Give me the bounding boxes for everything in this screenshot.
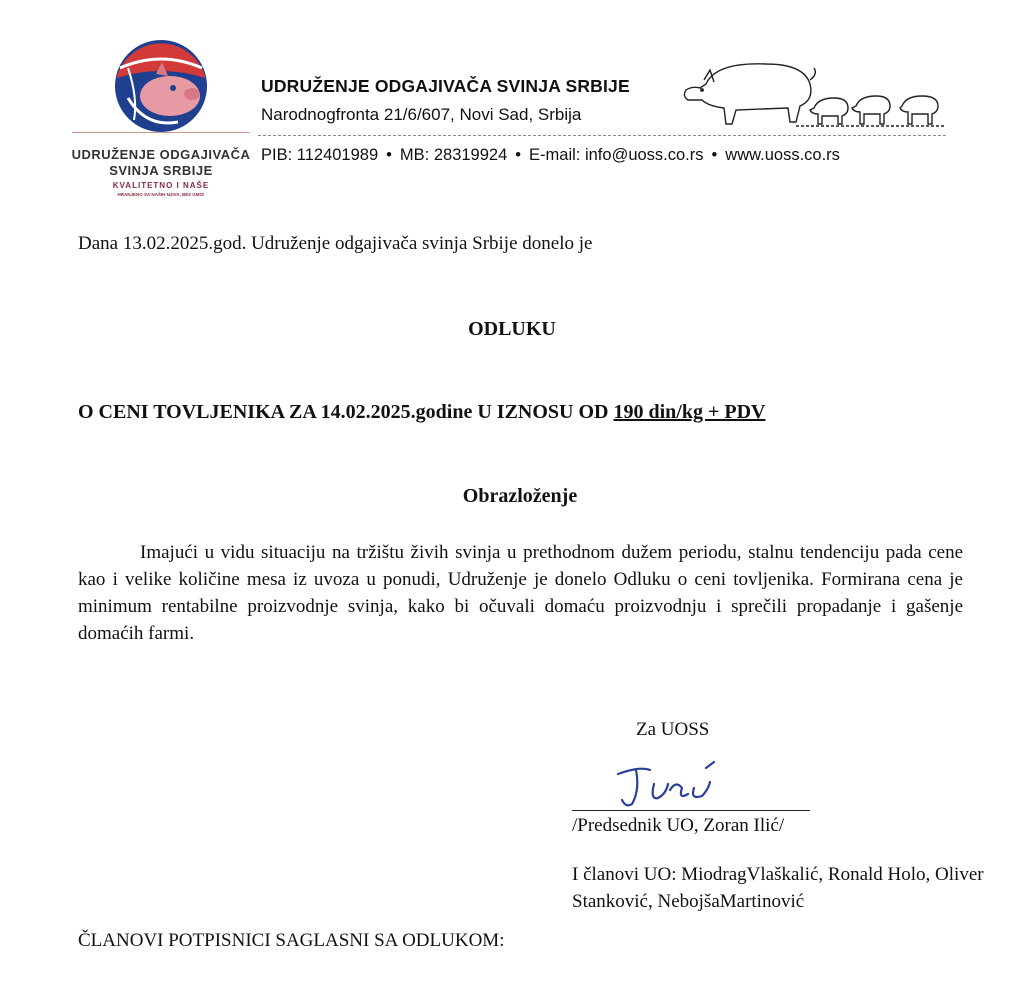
separator-bullet: • <box>711 146 718 164</box>
organization-contacts <box>261 146 840 165</box>
logo-title-line1: UDRUŽENJE ODGAJIVAČA <box>71 147 251 162</box>
intro-sentence: Dana 13.02.2025.god. Udruženje odgajivača svinja Srbije donelo je <box>78 233 593 254</box>
pigs-illustration <box>676 56 952 132</box>
pib-number: PIB: 112401989 <box>261 146 379 164</box>
decision-heading: ODLUKU <box>468 318 556 340</box>
explanation-title: Obrazloženje <box>462 485 578 507</box>
price-value: 190 din/kg + PDV <box>613 401 766 423</box>
signature-line <box>572 810 810 811</box>
logo-tagline: KVALITETNO I NAŠE <box>112 181 210 190</box>
organization-name: UDRUŽENJE ODGAJIVAČA SVINJA SRBIJE <box>261 76 630 96</box>
mb-number: MB: 28319924 <box>399 146 508 164</box>
signatories-heading: ČLANOVI POTPISNICI SAGLASNI SA ODLUKOM: <box>78 930 505 951</box>
subject-text: O CENI TOVLJENIKA ZA 14.02.2025.godine U IZNOSU OD <box>78 401 609 423</box>
website-url: www.uoss.co.rs <box>725 146 840 164</box>
president-name: /Predsednik UO, Zoran Ilić/ <box>572 815 785 836</box>
handwritten-signature <box>610 760 730 812</box>
board-members: I članovi UO: MiodragVlaškalić, Ronald Holo, Oliver Stanković, NebojšaMartinović <box>572 864 984 912</box>
decision-subject <box>78 401 765 424</box>
separator-bullet: • <box>386 146 392 164</box>
explanation-paragraph: Imajući u vidu situaciju na tržištu živih svinja u prethodnom dužem periodu, stalnu tendenciju pada cene kao i velike količine mesa iz uvoza u ponudi, Udruženje je donelo Odluku o ceni tovljenika. Formirana cena je minimum rentabilne proizvodnje svinja, kako bi očuvali domaću proizvodnju i sprečili propadanje i gašenje domaćih farmi. <box>78 542 963 644</box>
logo-title-line2: SVINJA SRBIJE <box>109 163 213 178</box>
email-address: E-mail: info@uoss.co.rs <box>529 146 704 164</box>
separator-bullet: • <box>515 146 522 164</box>
logo-tagline-small: HRANJENO SA NAŠIH NJIVA, BEZ GMO! <box>117 192 205 197</box>
header-divider <box>258 135 946 136</box>
for-organization-label: Za UOSS <box>636 719 710 740</box>
organization-address: Narodnogfronta 21/6/607, Novi Sad, Srbija <box>261 105 582 124</box>
